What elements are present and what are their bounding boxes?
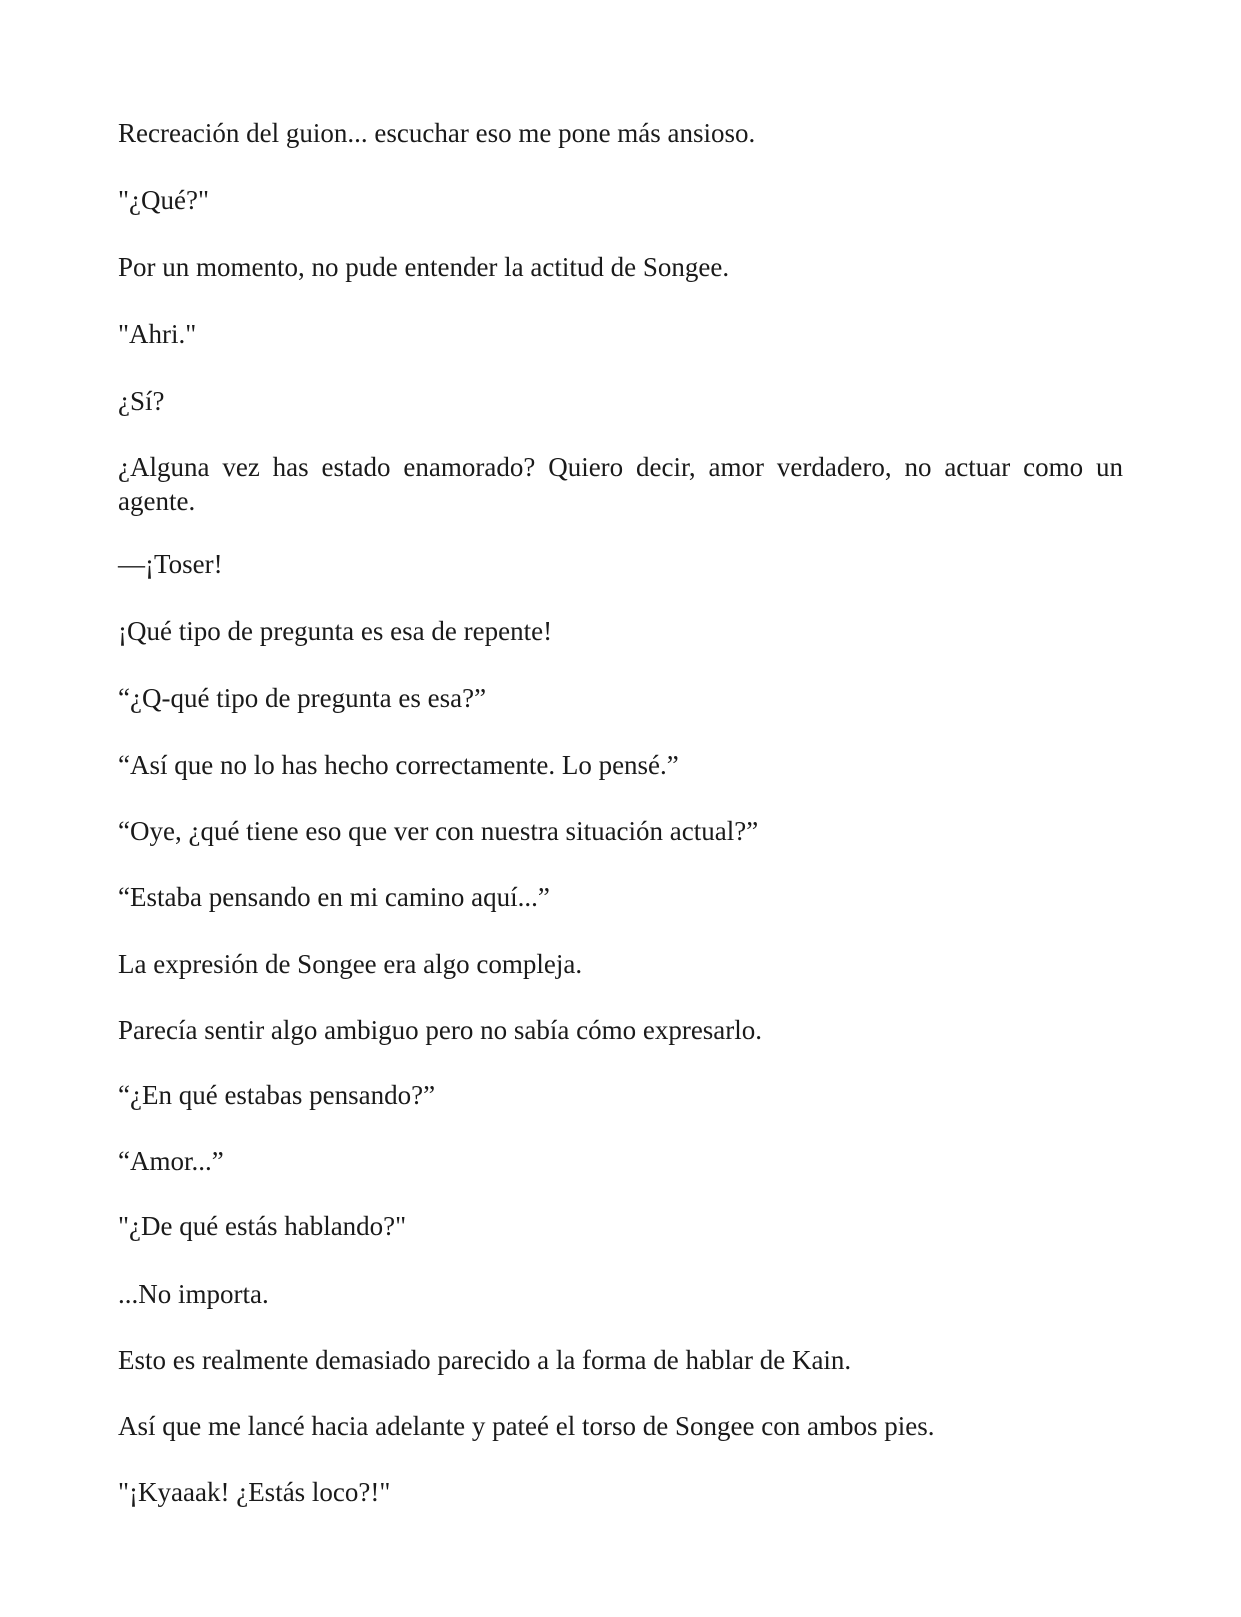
paragraph: ...No importa. [118, 1279, 269, 1309]
paragraph: "¿De qué estás hablando?" [118, 1211, 407, 1241]
paragraph: “¿En qué estabas pensando?” [118, 1080, 436, 1110]
paragraph: Parecía sentir algo ambiguo pero no sabía cómo expresarlo. [118, 1015, 763, 1045]
paragraph: Por un momento, no pude entender la actitud de Songee. [118, 252, 730, 282]
paragraph: La expresión de Songee era algo compleja. [118, 949, 583, 979]
paragraph: ¡Qué tipo de pregunta es esa de repente! [118, 616, 553, 646]
paragraph: “Así que no lo has hecho correctamente. Lo pensé.” [118, 750, 679, 780]
paragraph: “Amor...” [118, 1146, 224, 1176]
paragraph: “Oye, ¿qué tiene eso que ver con nuestra situación actual?” [118, 816, 759, 846]
paragraph: ¿Sí? [118, 386, 165, 416]
paragraph: "¿Qué?" [118, 185, 209, 215]
paragraph: "Ahri." [118, 319, 197, 349]
paragraph: “¿Q-qué tipo de pregunta es esa?” [118, 683, 487, 713]
paragraph: Esto es realmente demasiado parecido a la forma de hablar de Kain. [118, 1345, 852, 1375]
paragraph: "¡Kyaaak! ¿Estás loco?!" [118, 1477, 391, 1507]
paragraph: Así que me lancé hacia adelante y pateé el torso de Songee con ambos pies. [118, 1411, 935, 1441]
paragraph: “Estaba pensando en mi camino aquí...” [118, 882, 550, 912]
paragraph: —¡Toser! [118, 549, 223, 579]
paragraph: Recreación del guion... escuchar eso me pone más ansioso. [118, 118, 756, 148]
paragraph: ¿Alguna vez has estado enamorado? Quiero decir, amor verdadero, no actuar como un agente. [118, 452, 1123, 516]
